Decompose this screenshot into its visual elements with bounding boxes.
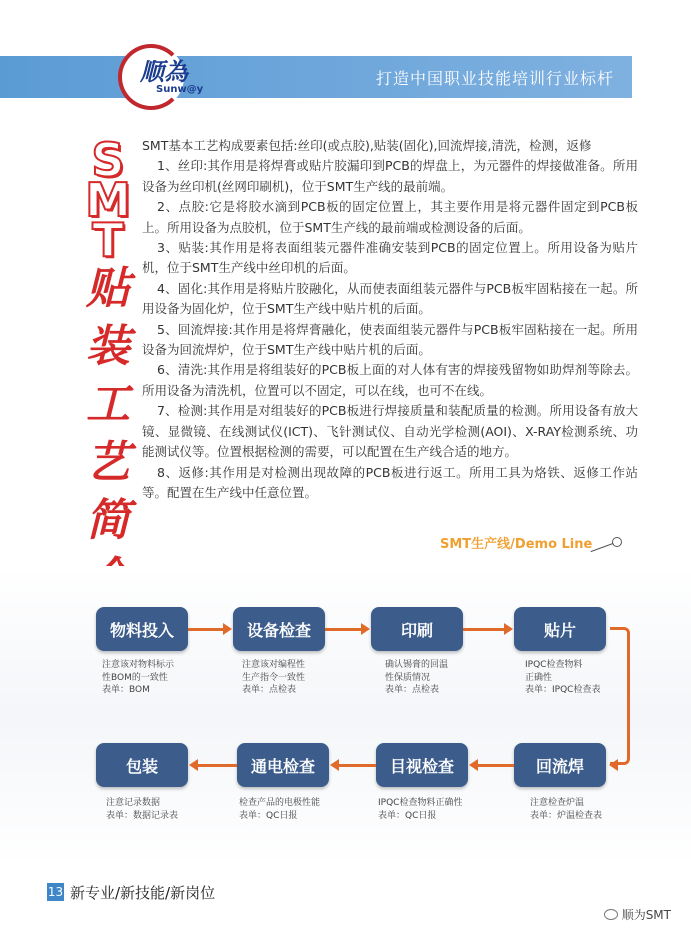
note-line: 确认锡膏的回温 [385, 660, 449, 670]
footer-brand [604, 906, 671, 923]
paragraph: 4、固化:其作用是将贴片胶融化，从而使表面组装元器件与PCB板牢固粘接在一起。所用设备为固化炉，位于SMT生产线中贴片机的后面。 [142, 280, 638, 317]
arrow-left-icon [189, 759, 198, 771]
side-title-char: 贴 [86, 263, 130, 314]
paragraph: 5、回流焊接:其作用是将焊膏融化，使表面组装元器件与PCB板牢固粘接在一起。所用设备为回流焊炉，位于SMT生产线中贴片机的后面。 [142, 321, 638, 358]
flow-arrow [188, 628, 224, 631]
note-line: 表单：点检表 [385, 685, 440, 695]
flow-arrow [477, 764, 514, 767]
header-bar [0, 56, 632, 98]
note-line: 正确性 [525, 672, 553, 683]
flow-arrow [325, 628, 362, 631]
section-title: SMT生产线/Demo Line [440, 537, 593, 552]
note-line: 注意该对编程性 [242, 660, 306, 670]
note-line: 表单：炉温检查表 [530, 810, 603, 821]
step-note [102, 659, 174, 697]
note-line: 表单：BOM [102, 685, 150, 695]
side-title-letter: T [92, 213, 124, 267]
step-box-material-input: 物料投入 [96, 607, 188, 651]
step-box-packing: 包装 [96, 743, 188, 787]
side-title-char: 装 [86, 321, 130, 372]
note-line: 表单：QC日报 [378, 810, 437, 821]
side-title-char: 简 [86, 495, 130, 546]
note-line: 表单：IPQC检查表 [525, 685, 601, 695]
body-text [142, 136, 638, 503]
paragraph: 8、返修:其作用是对检测出现故障的PCB板进行返工。所用工具为烙铁、返修工作站等。配置在生产线中任意位置。 [142, 464, 638, 500]
header-slogan: 打造中国职业技能培训行业标杆 [375, 69, 614, 88]
arrow-left-icon [609, 759, 618, 771]
step-box-reflow: 回流焊 [514, 743, 606, 787]
footer-brand-name: 顺为SMT [621, 908, 671, 922]
step-note [525, 659, 600, 697]
step-note [378, 797, 462, 822]
step-note [242, 659, 305, 697]
paragraph: 2、点胶:它是将胶水滴到PCB板的固定位置上，其主要作用是将元器件固定到PCB板上。所用设备为点胶机，位于SMT生产线的最前端或检测设备的后面。 [142, 199, 638, 235]
side-title-char: 工 [86, 379, 130, 430]
note-line: IPQC检查物料正确性 [378, 798, 463, 808]
side-title [78, 133, 138, 608]
step-box-printing: 印刷 [371, 607, 463, 651]
step-box-visual-inspection: 目视检查 [376, 743, 468, 787]
wechat-icon [604, 909, 618, 920]
note-line: 生产指令一致性 [242, 672, 306, 683]
flow-arrow [338, 764, 376, 767]
ring-icon [612, 537, 622, 547]
footer-tagline: 新专业/新技能/新岗位 [70, 884, 216, 902]
paragraph: 7、检测:其作用是对组装好的PCB板进行焊接质量和装配质量的检测。所用设备有放大镜、显微镜、在线测试仪(ICT)、飞针测试仪、自动光学检测(AOI)、X-RAY检测系统、功能测试仪等。位置根据检测的需要，可以配置在生产线合适的地方。 [142, 403, 638, 460]
company-logo [118, 44, 226, 110]
page-number: 13 [47, 885, 64, 899]
step-note [239, 797, 320, 822]
step-note [385, 659, 448, 697]
note-line: 注意检查炉温 [530, 798, 585, 808]
arrow-right-icon [223, 623, 232, 635]
note-line: 表单：QC日报 [239, 810, 298, 821]
arrow-left-icon [469, 759, 478, 771]
paragraph: 3、贴装:其作用是将表面组装元器件准确安装到PCB的固定位置上。所用设备为贴片机，位于SMT生产线中丝印机的后面。 [142, 240, 638, 276]
step-note [106, 797, 178, 822]
arrow-left-icon [330, 759, 339, 771]
note-line: 性保质情况 [385, 672, 431, 683]
side-title-char: 艺 [86, 437, 130, 488]
logo-text: 顺為 [140, 57, 188, 86]
intro-paragraph: SMT基本工艺构成要素包括:丝印(或点胶),贴装(固化),回流焊接,清洗，检测，返修 [142, 138, 592, 153]
side-title-letter: M [85, 173, 131, 227]
note-line: 注意该对物料标示 [102, 660, 175, 670]
side-title-letter: S [91, 133, 125, 187]
step-box-placement: 贴片 [514, 607, 606, 651]
flow-arrow [463, 628, 505, 631]
logo-subtext: Sunw@y [156, 84, 204, 95]
arrow-right-icon [504, 623, 513, 635]
note-line: 注意记录数据 [106, 798, 161, 808]
step-box-power-test: 通电检查 [237, 743, 329, 787]
paragraph: 1、丝印:其作用是将焊膏或贴片胶漏印到PCB的焊盘上，为元器件的焊接做准备。所用设备为丝印机(丝网印刷机)，位于SMT生产线的最前端。 [142, 158, 638, 194]
note-line: 表单：数据记录表 [106, 810, 179, 821]
step-note [530, 797, 602, 822]
paragraph: 6、清洗:其作用是将组装好的PCB板上面的对人体有害的焊接残留物如助焊剂等除去。所用设备为清洗机，位置可以不固定，可以在线，也可不在线。 [142, 362, 638, 398]
section-line-decoration [591, 543, 614, 552]
flow-arrow [197, 764, 237, 767]
note-line: 检查产品的电极性能 [239, 798, 321, 808]
arrow-right-icon [361, 623, 370, 635]
note-line: 表单：点检表 [242, 685, 297, 695]
flow-connector [610, 627, 630, 765]
note-line: IPQC检查物料 [525, 660, 583, 670]
step-box-equipment-check: 设备检查 [233, 607, 325, 651]
note-line: 性BOM的一致性 [102, 672, 168, 683]
